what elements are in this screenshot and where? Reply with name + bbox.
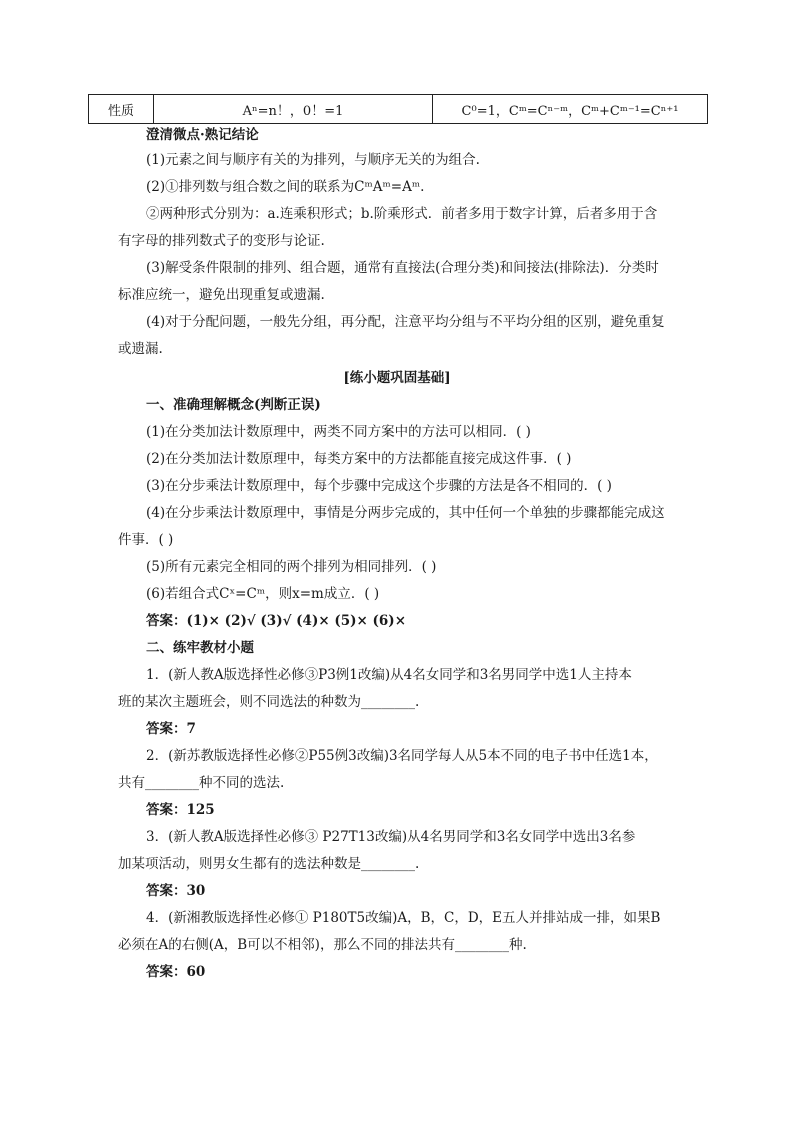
- table-cell-label: 性质: [89, 95, 154, 124]
- exercise: 1．(新人教A版选择性必修③P3例1改编)从4名女同学和3名男同学中选1人主持本: [146, 667, 632, 683]
- exercise: 4．(新湘教版选择性必修① P180T5改编)A，B，C，D，E五人并排站成一排，如果B: [146, 910, 661, 926]
- note-paragraph: 或遗漏.: [118, 341, 163, 357]
- exercise: 必须在A的右侧(A，B可以不相邻)，那么不同的排法共有________种.: [118, 937, 527, 953]
- table-row: [89, 95, 708, 124]
- section-heading: 二、练牢教材小题: [146, 640, 254, 656]
- note-paragraph: ②两种形式分别为：a.连乘积形式；b.阶乘形式．前者多用于数字计算，后者多用于含: [146, 206, 658, 222]
- note-paragraph: (3)解受条件限制的排列、组合题，通常有直接法(合理分类)和间接法(排除法)．分类时: [146, 260, 659, 276]
- section-heading: 一、准确理解概念(判断正误): [146, 397, 321, 413]
- property-table: [88, 94, 708, 124]
- exercise: 3．(新人教A版选择性必修③ P27T13改编)从4名男同学和3名女同学中选出3名参: [146, 829, 636, 845]
- note-paragraph: 标准应统一，避免出现重复或遗漏.: [118, 287, 325, 303]
- exercise: 共有________种不同的选法.: [118, 775, 285, 791]
- table-cell-combination: C⁰=1，Cᵐ=Cⁿ⁻ᵐ，Cᵐ+Cᵐ⁻¹=Cⁿ⁺¹: [433, 95, 708, 124]
- note-paragraph: (4)对于分配问题，一般先分组，再分配，注意平均分组与不平均分组的区别，避免重复: [146, 314, 665, 330]
- exercise: 2．(新苏教版选择性必修②P55例3改编)3名同学每人从5本不同的电子书中任选1本，: [146, 748, 658, 764]
- question: (5)所有元素完全相同的两个排列为相同排列．( ): [146, 559, 437, 575]
- question: (6)若组合式Cˣ=Cᵐ，则x=m成立．( ): [146, 586, 380, 602]
- notes-heading: 澄清微点·熟记结论: [146, 127, 259, 143]
- note-paragraph: 有字母的排列数式子的变形与论证.: [118, 233, 325, 249]
- answer: 答案：(1)× (2)√ (3)√ (4)× (5)× (6)×: [146, 613, 407, 629]
- answer: 答案：125: [146, 802, 215, 818]
- exercise: 班的某次主题班会，则不同选法的种数为________.: [118, 694, 420, 710]
- note-paragraph: (2)①排列数与组合数之间的联系为CᵐAᵐ=Aᵐ.: [146, 179, 425, 195]
- question: (1)在分类加法计数原理中，两类不同方案中的方法可以相同．( ): [146, 424, 531, 440]
- answer: 答案：60: [146, 964, 206, 980]
- table-cell-permutation: Aⁿ=n！，0！=1: [154, 95, 433, 124]
- question: (4)在分步乘法计数原理中，事情是分两步完成的，其中任何一个单独的步骤都能完成这: [146, 505, 665, 521]
- note-paragraph: (1)元素之间与顺序有关的为排列，与顺序无关的为组合.: [146, 152, 480, 168]
- answer: 答案：30: [146, 883, 206, 899]
- question: (2)在分类加法计数原理中，每类方案中的方法都能直接完成这件事．( ): [146, 451, 572, 467]
- answer: 答案：7: [146, 721, 196, 737]
- exercise: 加某项活动，则男女生都有的选法种数是________.: [118, 856, 420, 872]
- question: 件事．( ): [118, 532, 174, 548]
- practice-title: [练小题巩固基础]: [343, 370, 451, 386]
- question: (3)在分步乘法计数原理中，每个步骤中完成这个步骤的方法是各不相同的．( ): [146, 478, 612, 494]
